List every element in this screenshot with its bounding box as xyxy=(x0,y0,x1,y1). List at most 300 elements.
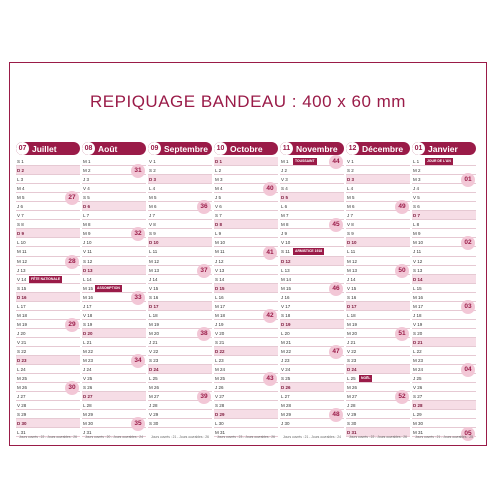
week-number-bubble: 32 xyxy=(131,227,145,241)
day-label: S 1 xyxy=(17,159,24,164)
day-row xyxy=(412,266,476,275)
day-row xyxy=(346,356,410,365)
day-row xyxy=(412,401,476,410)
week-number-bubble: 51 xyxy=(395,327,409,341)
day-label: M 6 xyxy=(149,204,157,210)
day-label: L 3 xyxy=(17,177,24,183)
day-row xyxy=(280,175,344,184)
day-label: D 17 xyxy=(347,303,357,309)
day-label: M 24 xyxy=(215,367,226,373)
month-number: 08 xyxy=(82,142,95,155)
week-number-bubble: 03 xyxy=(461,300,475,314)
day-label: M 21 xyxy=(281,339,292,345)
day-label: V 8 xyxy=(347,222,354,228)
day-row xyxy=(412,193,476,202)
day-row xyxy=(214,347,278,356)
day-row xyxy=(16,329,80,338)
day-row xyxy=(82,383,146,392)
day-label: D 24 xyxy=(149,367,159,373)
day-label: M 1 xyxy=(281,159,289,164)
day-row xyxy=(148,365,212,374)
day-row xyxy=(148,175,212,184)
day-row xyxy=(82,202,146,211)
day-label: M 5 xyxy=(17,195,25,201)
day-label: D 3 xyxy=(347,177,355,183)
day-row xyxy=(346,175,410,184)
day-label: D 5 xyxy=(281,195,289,201)
month-footer: Jours ouvrés : 23 - Jours ouvrables : 26 xyxy=(217,435,275,439)
day-label: M 29 xyxy=(83,412,94,418)
day-row xyxy=(148,220,212,229)
day-label: L 14 xyxy=(83,276,92,282)
holiday-banner: TOUSSAINT xyxy=(295,159,315,163)
day-label: S 26 xyxy=(83,385,93,391)
day-label: D 12 xyxy=(281,258,291,264)
day-row xyxy=(346,293,410,302)
day-label: S 21 xyxy=(215,339,225,345)
day-label: L 29 xyxy=(413,412,422,418)
day-label: J 7 xyxy=(149,213,156,219)
day-row xyxy=(280,392,344,401)
week-number-bubble: 41 xyxy=(263,246,277,260)
day-label: D 7 xyxy=(413,213,421,219)
day-label: S 19 xyxy=(83,321,93,327)
day-label: V 22 xyxy=(149,348,159,354)
day-label: S 8 xyxy=(17,222,24,228)
day-label: V 14 xyxy=(17,276,27,282)
day-row xyxy=(346,311,410,320)
day-row xyxy=(412,275,476,284)
week-number-bubble: 48 xyxy=(329,408,343,422)
week-number-bubble: 45 xyxy=(329,218,343,232)
day-label: M 12 xyxy=(17,258,28,264)
day-row xyxy=(16,365,80,374)
week-number-bubble: 52 xyxy=(395,390,409,404)
day-label: V 8 xyxy=(149,222,156,228)
day-label: M 19 xyxy=(149,321,160,327)
day-row xyxy=(82,266,146,275)
day-label: M 2 xyxy=(83,168,91,174)
day-label: V 11 xyxy=(83,249,92,255)
day-label: M 19 xyxy=(17,321,28,327)
day-row xyxy=(214,229,278,238)
day-label: M 27 xyxy=(149,394,160,400)
month-number: 11 xyxy=(280,142,293,155)
day-row xyxy=(346,166,410,175)
day-row xyxy=(214,266,278,275)
day-row xyxy=(16,284,80,293)
day-label: L 11 xyxy=(149,249,158,255)
day-label: L 18 xyxy=(149,312,158,318)
month-name: Septembre xyxy=(164,143,208,154)
week-number-bubble: 40 xyxy=(263,182,277,196)
day-label: M 4 xyxy=(17,186,25,192)
day-row xyxy=(82,275,146,284)
day-row xyxy=(82,365,146,374)
day-label: D 6 xyxy=(83,204,91,210)
day-row xyxy=(82,247,146,256)
day-label: D 10 xyxy=(347,240,357,246)
week-number-bubble: 27 xyxy=(65,191,79,205)
day-label: S 14 xyxy=(215,276,225,282)
day-row xyxy=(214,275,278,284)
day-label: J 19 xyxy=(215,321,224,327)
month-column xyxy=(280,142,344,440)
day-row xyxy=(16,266,80,275)
day-label: D 29 xyxy=(215,412,225,418)
day-row xyxy=(16,401,80,410)
day-label: M 23 xyxy=(83,358,94,364)
day-row xyxy=(82,238,146,247)
month-header xyxy=(280,142,344,155)
day-label: M 12 xyxy=(149,258,160,264)
day-label: L 20 xyxy=(281,330,290,336)
day-label: M 8 xyxy=(281,222,289,228)
day-label: M 30 xyxy=(83,421,94,427)
day-row xyxy=(148,374,212,383)
day-label: J 28 xyxy=(347,403,356,409)
day-row xyxy=(412,284,476,293)
day-row xyxy=(148,401,212,410)
day-row xyxy=(82,211,146,220)
day-label: S 7 xyxy=(215,213,222,219)
day-label: M 17 xyxy=(215,303,226,309)
day-label: V 20 xyxy=(215,330,225,336)
day-label: D 24 xyxy=(347,367,357,373)
day-label: M 22 xyxy=(281,348,292,354)
day-label: J 26 xyxy=(215,385,224,391)
day-row xyxy=(346,275,410,284)
day-label: M 25 xyxy=(215,376,226,382)
month-footer: Jours ouvrés : 21 - Jours ouvrables : 25 xyxy=(415,435,473,439)
day-label: M 17 xyxy=(413,303,424,309)
day-row xyxy=(280,419,344,428)
day-label: M 22 xyxy=(83,348,94,354)
day-row xyxy=(148,211,212,220)
day-row xyxy=(346,211,410,220)
day-label: V 22 xyxy=(347,348,357,354)
day-label: J 3 xyxy=(83,177,90,183)
day-label: L 4 xyxy=(149,186,156,192)
day-row xyxy=(346,284,410,293)
day-label: J 28 xyxy=(149,403,158,409)
week-number-bubble: 36 xyxy=(197,200,211,214)
day-row xyxy=(346,220,410,229)
day-row xyxy=(82,392,146,401)
day-label: D 2 xyxy=(17,168,25,174)
day-label: V 4 xyxy=(83,186,90,192)
day-label: J 13 xyxy=(17,267,26,273)
day-row xyxy=(16,166,80,175)
week-number-bubble: 37 xyxy=(197,264,211,278)
day-label: D 14 xyxy=(413,276,423,282)
day-label: M 8 xyxy=(83,222,91,228)
day-label: M 15 xyxy=(83,285,94,291)
month-footer: Jours ouvrés : 22 - Jours ouvrables : 26 xyxy=(349,435,407,439)
day-label: S 30 xyxy=(149,421,159,427)
day-row xyxy=(280,311,344,320)
day-label: L 28 xyxy=(83,403,92,409)
month-column xyxy=(346,142,410,440)
day-label: V 15 xyxy=(149,285,159,291)
day-row xyxy=(148,229,212,238)
day-row xyxy=(412,211,476,220)
week-number-bubble: 49 xyxy=(395,200,409,214)
day-row xyxy=(16,157,80,166)
day-row xyxy=(16,275,80,284)
day-label: V 18 xyxy=(83,312,93,318)
month-column xyxy=(214,142,278,440)
day-label: M 10 xyxy=(215,240,226,246)
day-label: J 14 xyxy=(149,276,158,282)
day-label: L 4 xyxy=(347,186,354,192)
week-number-bubble: 29 xyxy=(65,318,79,332)
day-label: L 10 xyxy=(17,240,26,246)
day-label: S 16 xyxy=(347,294,357,300)
month-header xyxy=(148,142,212,155)
day-label: S 13 xyxy=(413,267,423,273)
day-label: J 17 xyxy=(83,303,92,309)
day-label: S 29 xyxy=(17,412,27,418)
day-row xyxy=(148,302,212,311)
day-row xyxy=(16,211,80,220)
day-label: D 19 xyxy=(281,321,291,327)
day-row xyxy=(346,157,410,166)
banner xyxy=(10,63,486,141)
day-row xyxy=(346,410,410,419)
day-label: M 16 xyxy=(413,294,424,300)
day-label: S 25 xyxy=(281,376,291,382)
day-label: D 28 xyxy=(413,403,423,409)
day-row xyxy=(412,257,476,266)
day-row xyxy=(148,419,212,428)
day-label: M 23 xyxy=(413,358,424,364)
day-row xyxy=(412,311,476,320)
day-row xyxy=(148,293,212,302)
day-row xyxy=(148,184,212,193)
day-label: J 21 xyxy=(149,339,158,345)
day-label: J 31 xyxy=(83,430,92,436)
day-label: S 4 xyxy=(281,186,288,192)
day-label: S 6 xyxy=(413,204,420,210)
day-label: L 1 xyxy=(413,159,420,164)
day-row xyxy=(214,257,278,266)
day-label: J 30 xyxy=(281,421,290,427)
day-row xyxy=(280,238,344,247)
day-label: M 1 xyxy=(83,159,91,164)
day-label: D 23 xyxy=(17,358,27,364)
day-row xyxy=(280,247,344,256)
day-label: V 25 xyxy=(83,376,93,382)
day-label: D 10 xyxy=(149,240,159,246)
day-row xyxy=(16,202,80,211)
day-label: S 18 xyxy=(281,312,291,318)
day-row xyxy=(280,266,344,275)
day-label: M 20 xyxy=(347,330,358,336)
day-label: D 1 xyxy=(215,159,223,164)
day-row xyxy=(16,293,80,302)
day-row xyxy=(280,293,344,302)
day-row xyxy=(412,329,476,338)
day-label: L 6 xyxy=(281,204,288,210)
day-label: V 1 xyxy=(149,159,156,164)
week-number-bubble: 46 xyxy=(329,282,343,296)
day-label: J 9 xyxy=(281,231,288,237)
day-label: J 4 xyxy=(413,186,420,192)
day-row xyxy=(82,401,146,410)
day-row xyxy=(412,184,476,193)
holiday-banner: ARMISTICE 1918 xyxy=(295,249,323,254)
day-label: V 15 xyxy=(347,285,357,291)
day-label: V 17 xyxy=(281,303,291,309)
day-label: D 15 xyxy=(215,285,225,291)
day-row xyxy=(280,193,344,202)
day-row xyxy=(148,284,212,293)
day-label: D 3 xyxy=(149,177,157,183)
day-label: D 22 xyxy=(215,348,225,354)
day-row xyxy=(214,392,278,401)
day-row xyxy=(16,347,80,356)
day-label: M 4 xyxy=(215,186,223,192)
month-number: 01 xyxy=(412,142,425,155)
day-row xyxy=(214,284,278,293)
day-row xyxy=(346,365,410,374)
month-number: 12 xyxy=(346,142,359,155)
day-row xyxy=(16,229,80,238)
day-label: S 9 xyxy=(149,231,156,237)
day-row xyxy=(148,275,212,284)
day-row xyxy=(82,320,146,329)
day-label: V 29 xyxy=(149,412,159,418)
day-row xyxy=(82,175,146,184)
day-row xyxy=(148,347,212,356)
day-label: J 27 xyxy=(17,394,26,400)
day-label: L 9 xyxy=(215,231,222,237)
day-label: M 14 xyxy=(281,276,292,282)
day-row xyxy=(16,175,80,184)
day-row xyxy=(280,229,344,238)
week-number-bubble: 31 xyxy=(131,164,145,178)
day-row xyxy=(16,392,80,401)
holiday-banner: ASSOMPTION xyxy=(97,285,120,290)
week-number-bubble: 38 xyxy=(197,327,211,341)
day-row xyxy=(82,329,146,338)
day-label: S 16 xyxy=(149,294,159,300)
month-column xyxy=(412,142,476,440)
month-column xyxy=(148,142,212,440)
day-label: L 2 xyxy=(215,168,222,174)
day-label: V 19 xyxy=(413,321,423,327)
day-label: V 12 xyxy=(413,258,423,264)
day-row xyxy=(346,338,410,347)
month-header xyxy=(82,142,146,155)
day-row xyxy=(412,383,476,392)
day-row xyxy=(214,220,278,229)
day-label: S 23 xyxy=(149,358,159,364)
day-label: M 6 xyxy=(347,204,355,210)
week-number-bubble: 43 xyxy=(263,372,277,386)
day-label: S 9 xyxy=(347,231,354,237)
day-row xyxy=(148,410,212,419)
week-number-bubble: 44 xyxy=(329,155,343,169)
day-label: L 16 xyxy=(215,294,224,300)
week-number-bubble: 50 xyxy=(395,264,409,278)
week-number-bubble: 34 xyxy=(131,354,145,368)
day-label: J 6 xyxy=(17,204,24,210)
day-row xyxy=(346,401,410,410)
day-row xyxy=(346,419,410,428)
day-label: L 8 xyxy=(413,222,420,228)
day-row xyxy=(214,410,278,419)
day-label: M 9 xyxy=(83,231,91,237)
month-footer: Jours ouvrés : 21 - Jours ouvrables : 26 xyxy=(151,435,209,439)
day-label: L 13 xyxy=(281,267,290,273)
day-row xyxy=(214,338,278,347)
day-label: L 18 xyxy=(347,312,356,318)
day-label: V 7 xyxy=(17,213,24,219)
day-row xyxy=(214,157,278,166)
month-footer: Jours ouvrés : 22 - Jours ouvrables : 26 xyxy=(19,435,77,439)
day-row xyxy=(280,202,344,211)
day-row xyxy=(16,410,80,419)
day-row xyxy=(148,157,212,166)
day-row xyxy=(214,320,278,329)
day-row xyxy=(82,311,146,320)
day-label: L 7 xyxy=(83,213,90,219)
day-row xyxy=(148,356,212,365)
month-name: Octobre xyxy=(230,143,263,154)
day-label: V 28 xyxy=(17,403,27,409)
day-label: V 24 xyxy=(281,367,291,373)
day-label: S 30 xyxy=(347,421,357,427)
day-row xyxy=(16,220,80,229)
month-footer: Jours ouvrés : 21 - Jours ouvrables : 24 xyxy=(283,435,341,439)
month-footer: Jours ouvrés : 20 - Jours ouvrables : 24 xyxy=(85,435,143,439)
day-row xyxy=(412,338,476,347)
day-label: M 20 xyxy=(149,330,160,336)
month-name: Août xyxy=(98,143,118,154)
day-label: J 16 xyxy=(281,294,290,300)
day-label: L 27 xyxy=(281,394,290,400)
months-grid xyxy=(16,142,480,440)
day-label: M 2 xyxy=(413,168,421,174)
day-label: S 27 xyxy=(413,394,423,400)
day-label: V 26 xyxy=(413,385,423,391)
holiday-banner: NOËL xyxy=(361,376,371,381)
day-label: S 2 xyxy=(347,168,354,174)
day-row xyxy=(346,247,410,256)
day-row xyxy=(346,238,410,247)
day-row xyxy=(82,257,146,266)
month-name: Juillet xyxy=(32,143,57,154)
day-label: M 9 xyxy=(413,231,421,237)
day-label: J 14 xyxy=(347,276,356,282)
day-label: V 21 xyxy=(17,339,27,345)
day-label: V 1 xyxy=(347,159,354,164)
week-number-bubble: 04 xyxy=(461,363,475,377)
day-row xyxy=(82,302,146,311)
day-label: M 27 xyxy=(347,394,358,400)
day-row xyxy=(280,257,344,266)
holiday-banner: JOUR DE L'AN xyxy=(427,159,451,163)
day-label: J 20 xyxy=(17,330,26,336)
month-number: 07 xyxy=(16,142,29,155)
day-row xyxy=(412,320,476,329)
day-label: V 6 xyxy=(215,204,222,210)
day-row xyxy=(148,238,212,247)
day-label: L 24 xyxy=(17,367,26,373)
day-label: D 16 xyxy=(17,294,27,300)
